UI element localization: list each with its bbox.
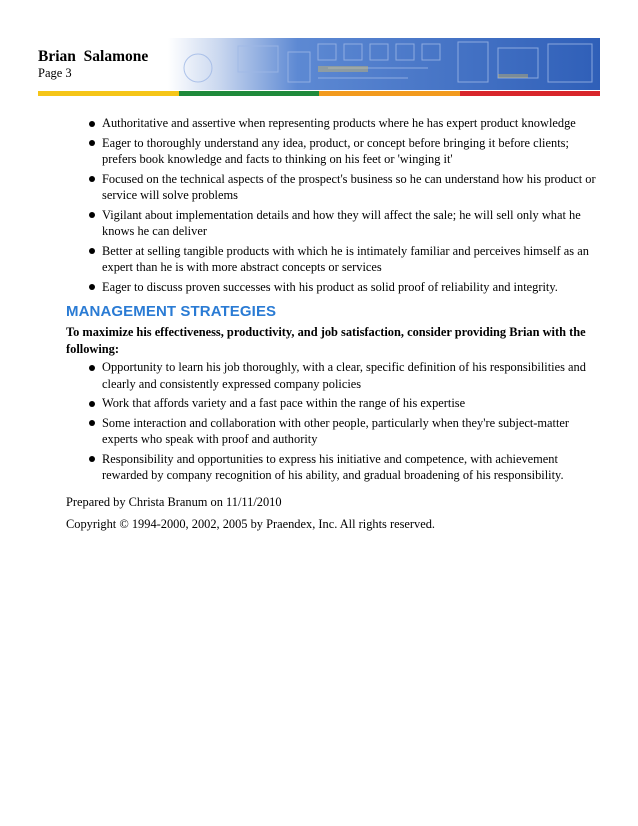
list-item: Authoritative and assertive when representing products where he has expert product knowledge [66, 115, 596, 132]
list-item: Vigilant about implementation details and how they will affect the sale; he will sell only what he knows he can deliver [66, 207, 596, 240]
list-item: Focused on the technical aspects of the prospect's business so he can understand how his product or service will solve problems [66, 171, 596, 204]
list-item: Eager to discuss proven successes with his product as solid proof of reliability and integrity. [66, 279, 596, 296]
header-color-bar [38, 91, 600, 96]
strengths-list [66, 115, 596, 295]
bullet-icon [89, 121, 95, 127]
bullet-icon [89, 456, 95, 462]
bullet-icon [89, 140, 95, 146]
section-intro: To maximize his effectiveness, productivity, and job satisfaction, consider providing Brian with the following: [66, 325, 586, 356]
prepared-by: Prepared by Christa Branum on 11/11/2010 [66, 494, 282, 509]
management-list [66, 359, 596, 484]
color-bar-orange [319, 91, 460, 96]
bullet-icon [89, 176, 95, 182]
bullet-icon [89, 284, 95, 290]
list-item: Work that affords variety and a fast pace within the range of his expertise [66, 395, 596, 412]
list-item: Some interaction and collaboration with other people, particularly when they're subject-matter experts who speak with proof and authority [66, 415, 596, 448]
color-bar-red [460, 91, 601, 96]
color-bar-yellow [38, 91, 179, 96]
bullet-icon [89, 365, 95, 371]
bullet-icon [89, 401, 95, 407]
person-name: Brian Salamone [38, 48, 149, 65]
page-content [66, 115, 596, 533]
color-bar-green [179, 91, 320, 96]
copyright-notice: Copyright © 1994-2000, 2002, 2005 by Praendex, Inc. All rights reserved. [66, 517, 436, 531]
page-number: Page 3 [38, 66, 72, 80]
list-item: Responsibility and opportunities to express his initiative and competence, with achievement rewarded by company recognition of his ability, and gradual broadening of his responsibility. [66, 451, 596, 484]
bullet-icon [89, 212, 95, 218]
list-item: Eager to thoroughly understand any idea, product, or concept before bringing it before clients; prefers book knowledge and facts to thinking on his feet or 'winging it' [66, 135, 596, 168]
page-header [0, 0, 638, 100]
section-title: MANAGEMENT STRATEGIES [66, 303, 277, 320]
bullet-icon [89, 248, 95, 254]
bullet-icon [89, 420, 95, 426]
header-banner-image [168, 38, 600, 90]
list-item: Opportunity to learn his job thoroughly, with a clear, specific definition of his responsibilities and clearly and consistently expressed company policies [66, 359, 596, 392]
list-item: Better at selling tangible products with which he is intimately familiar and perceives himself as an expert than he is with more abstract concepts or services [66, 243, 596, 276]
